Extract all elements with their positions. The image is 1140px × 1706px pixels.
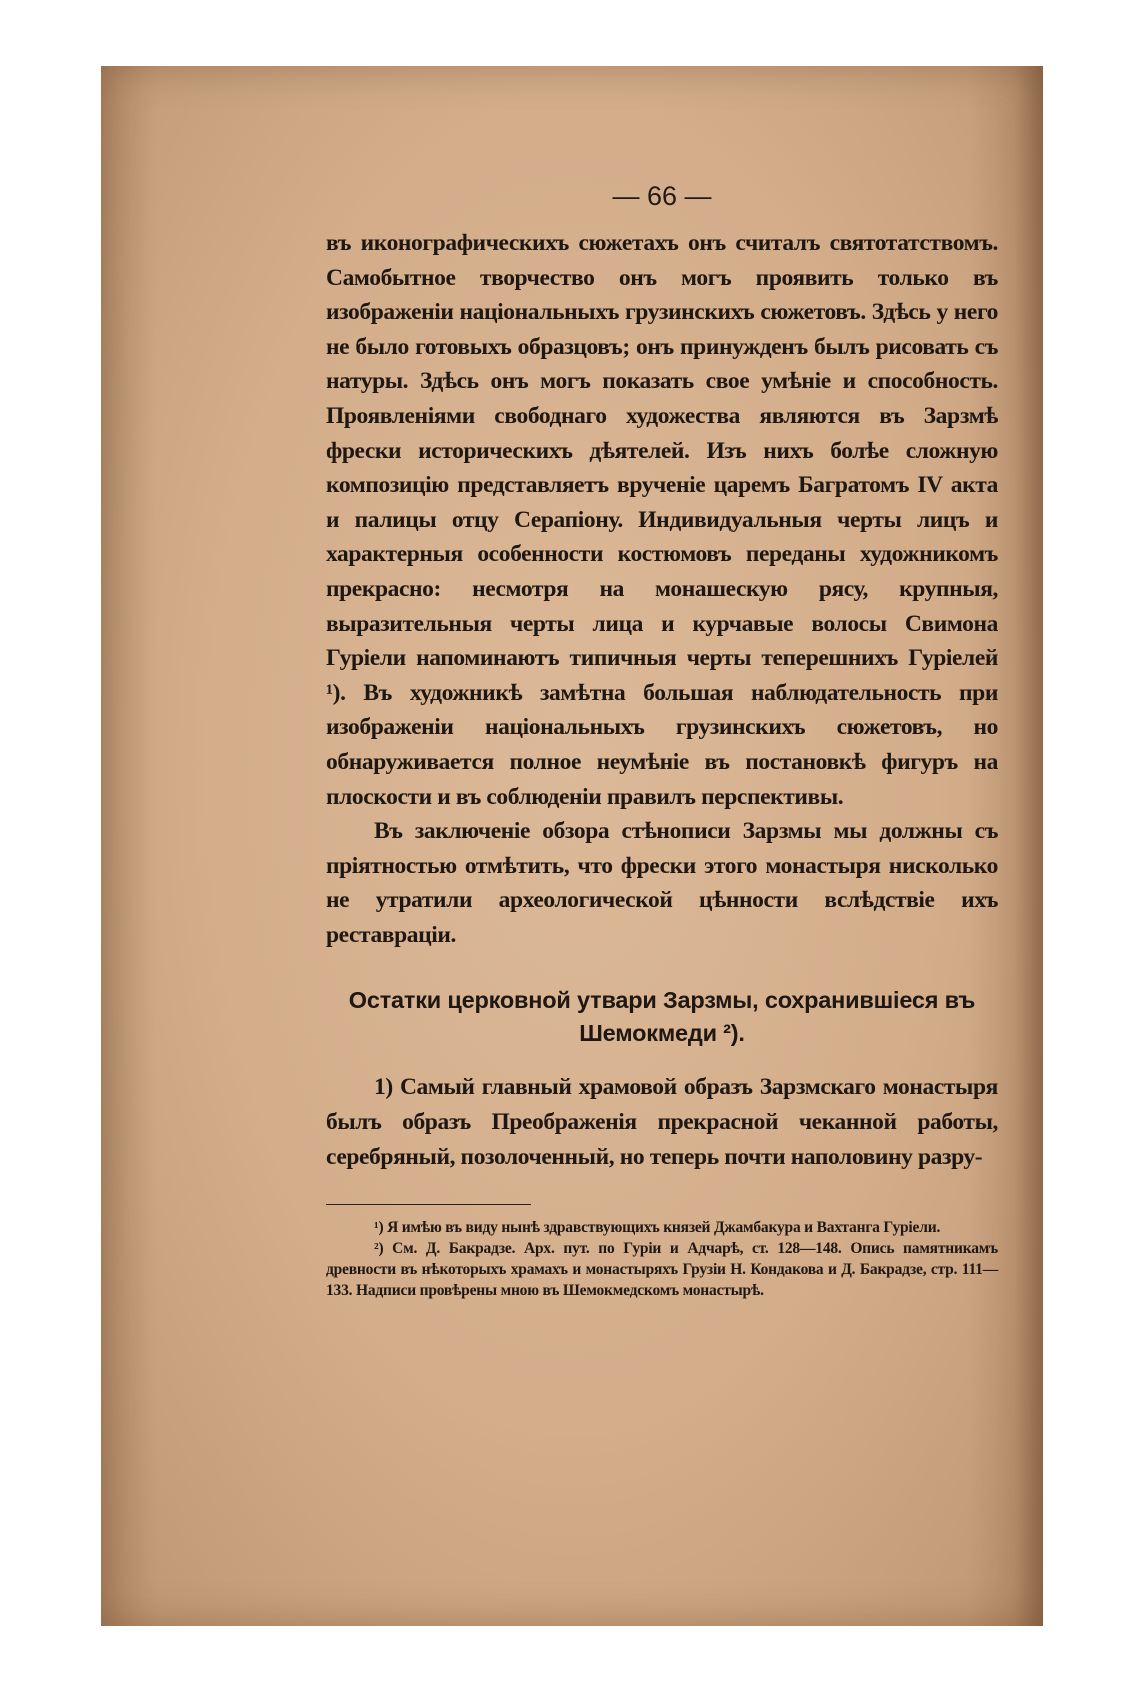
footnote-1: ¹) Я имѣю въ виду нынѣ здравствующихъ князей Джамбакура и Вахтанга Гурiели. xyxy=(374,1219,941,1237)
paragraph-1: въ иконографическихъ сюжетахъ онъ считалъ святотатствомъ. Самобытное творчество онъ могъ проявить только въ изображенiи нацiональныхъ грузинскихъ сюжетовъ. Здѣсь у него не было готовыхъ образцовъ; онъ принужденъ былъ рисовать съ натуры. Здѣсь онъ могъ показать свое умѣнiе и способность. Проявленiями свободнаго художества являются въ Зарзмѣ фрески историческихъ дѣятелей. Изъ нихъ болѣе сложную композицiю представляетъ врученiе царемъ Багратомъ IV акта и палицы отцу Серапiону. Индивидуальныя черты лицъ и характерныя особенности костюмовъ переданы художникомъ прекрасно: несмотря на монашескую рясу, крупныя, выразительныя черты лица и курчавые волосы Свимона Гурiели напоминаютъ типичныя черты теперешнихъ Гурiелей ¹). Въ художникѣ замѣтна большая наблюдательность при изображенiи нацiональныхъ грузинскихъ сюжетовъ, но обнаруживается полное неумѣнiе въ постановкѣ фигуръ на плоскости и въ соблюденiи правилъ перспективы. xyxy=(326,230,998,810)
footnote-2: ²) См. Д. Бакрадзе. Арх. пут. по Гурiи и Адчарѣ, ст. 128—148. Опись памятникамъ древности въ нѣкоторыхъ храмахъ и монастыряхъ Грузiи Н. Кондакова и Д. Бакрадзе, стр. 111—133. Надписи провѣрены мною въ Шемокмедскомъ монастырѣ. xyxy=(326,1240,998,1300)
paragraph-2: Въ заключенiе обзора стѣнописи Зарзмы мы должны съ прiятностью отмѣтить, что фрески этого монастыря нисколько не утратили археологической цѣнности вслѣдствiе ихъ реставрацiи. xyxy=(326,818,998,948)
scanned-page xyxy=(101,66,1043,1626)
page-number: — 66 — xyxy=(612,181,712,211)
footnote-separator xyxy=(326,1204,531,1205)
page-content xyxy=(326,181,998,1301)
section-heading: Остатки церковной утвари Зарзмы, сохранившiеся въ Шемокмеди ²). xyxy=(348,987,976,1047)
page-edge-shadow xyxy=(1015,66,1043,1626)
list-item-1: 1) Самый главный храмовой образъ Зарзмскаго монастыря былъ образъ Преображенiя прекрасной чеканной работы, серебряный, позолоченный, но теперь почти наполовину разру- xyxy=(326,1074,998,1170)
